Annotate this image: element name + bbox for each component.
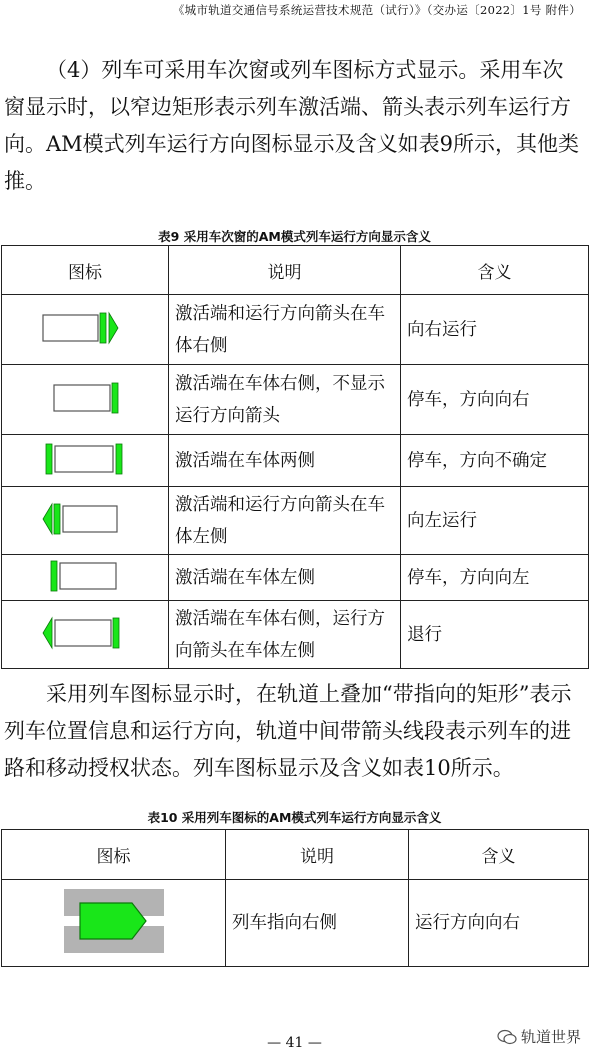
table-row <box>2 880 589 967</box>
table10-caption: 表10 采用列车图标的AM模式列车运行方向显示含义 <box>147 810 442 825</box>
watermark-text: 轨道世界 <box>520 1028 581 1046</box>
meaning-cell: 停车，方向向右 <box>401 365 589 435</box>
icon-cell <box>2 880 226 967</box>
paragraph-2: 采用列车图标显示时，在轨道上叠加“带指向的矩形”表示列车位置信息和运行方向，轨道中间带箭头线段表示列车的进路和移动授权状态。列车图标显示及含义如表10所示。 <box>4 682 572 780</box>
icon-cell <box>2 487 169 555</box>
col-header-meaning: 含义 <box>401 246 589 295</box>
window-active-right-arrow-right-icon <box>40 311 130 345</box>
table-row <box>2 601 589 669</box>
icon-cell <box>2 295 169 365</box>
window-active-both-icon <box>40 442 130 476</box>
col-header-desc: 说明 <box>169 246 401 295</box>
table-row <box>2 365 589 435</box>
icon-cell <box>2 435 169 487</box>
train-icon-pointing-right <box>64 889 164 953</box>
icon-cell <box>2 555 169 601</box>
wechat-icon <box>497 1029 517 1045</box>
desc-cell: 激活端在车体两侧 <box>169 435 401 487</box>
table-row <box>2 487 589 555</box>
window-active-left-icon <box>40 559 130 593</box>
desc-cell: 列车指向右侧 <box>226 880 409 967</box>
desc-cell: 激活端和运行方向箭头在车体右侧 <box>169 295 401 365</box>
col-header-meaning: 含义 <box>409 830 589 880</box>
desc-cell: 激活端在车体左侧 <box>169 555 401 601</box>
page-header: 《城市轨道交通信号系统运营技术规范（试行）》（交办运〔2022〕1号 附件） <box>172 3 581 17</box>
table-header-row <box>2 246 589 295</box>
col-header-icon: 图标 <box>2 246 169 295</box>
table-header-row <box>2 830 589 880</box>
desc-cell: 激活端和运行方向箭头在车体左侧 <box>169 487 401 555</box>
meaning-cell: 向右运行 <box>401 295 589 365</box>
col-header-desc: 说明 <box>226 830 409 880</box>
meaning-cell: 向左运行 <box>401 487 589 555</box>
col-header-icon: 图标 <box>2 830 226 880</box>
table-10 <box>1 829 589 967</box>
meaning-cell: 退行 <box>401 601 589 669</box>
window-active-left-arrow-left-icon <box>40 502 130 536</box>
icon-cell <box>2 365 169 435</box>
icon-cell <box>2 601 169 669</box>
watermark <box>497 1026 581 1047</box>
window-active-right-icon <box>40 381 130 415</box>
table-9 <box>1 245 589 669</box>
table-row <box>2 435 589 487</box>
table-row <box>2 555 589 601</box>
meaning-cell: 停车，方向向左 <box>401 555 589 601</box>
table-row <box>2 295 589 365</box>
meaning-cell: 运行方向向右 <box>409 880 589 967</box>
desc-cell: 激活端在车体右侧，运行方向箭头在车体左侧 <box>169 601 401 669</box>
window-active-right-arrow-left-icon <box>40 616 130 650</box>
desc-cell: 激活端在车体右侧，不显示运行方向箭头 <box>169 365 401 435</box>
paragraph-1: （4）列车可采用车次窗或列车图标方式显示。采用车次窗显示时，以窄边矩形表示列车激活端、箭头表示列车运行方向。AM模式列车运行方向图标显示及含义如表9所示，其他类推。 <box>4 58 580 193</box>
meaning-cell: 停车，方向不确定 <box>401 435 589 487</box>
table9-caption: 表9 采用车次窗的AM模式列车运行方向显示含义 <box>158 229 431 244</box>
page-number: — 41 — <box>267 1035 322 1051</box>
